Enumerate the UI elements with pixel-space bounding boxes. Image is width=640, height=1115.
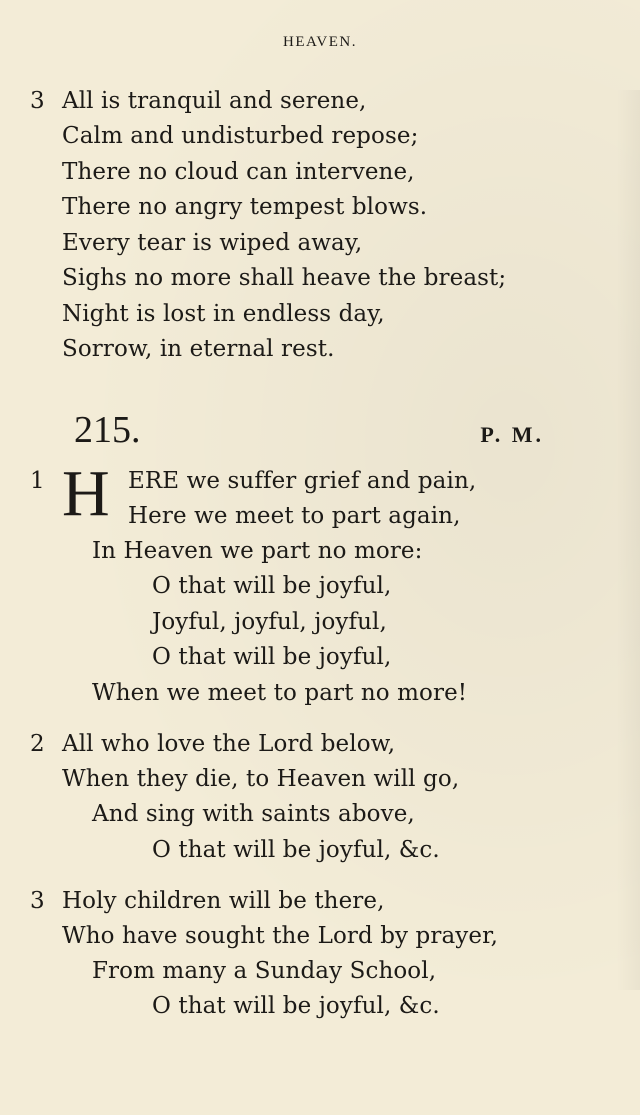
page-edge-shadow [616,90,640,990]
verse-line: There no angry tempest blows. [62,194,428,220]
verse-number: 2 [30,731,45,757]
verse-first-line [128,466,476,496]
verse-line: And sing with saints above, [92,801,415,827]
verse-line: Every tear is wiped away, [62,230,363,256]
verse-line: All who love the Lord below, [62,731,396,757]
verse-line: All is tranquil and serene, [62,88,367,114]
verse-number: 1 [30,468,45,494]
running-head: HEAVEN. [283,34,357,50]
verse-line: When we meet to part no more! [92,680,468,706]
verse-line: There no cloud can intervene, [62,159,415,185]
first-word-rest: ERE [128,468,180,494]
verse-line: O that will be joyful, [152,644,392,670]
verse-line: O that will be joyful, [152,573,392,599]
hymn-meter: P. M. [480,422,544,447]
first-line-rest: we suffer grief and pain, [179,468,477,494]
verse-line: Night is lost in endless day, [62,301,385,327]
drop-cap: H [62,457,110,530]
verse-line: Joyful, joyful, joyful, [152,609,387,635]
verse-line: Calm and undisturbed repose; [62,123,419,149]
verse-line: Here we meet to part again, [128,503,461,529]
verse-line: When they die, to Heaven will go, [62,766,460,792]
verse-line: Who have sought the Lord by prayer, [62,923,499,949]
hymn-number: 215. [74,409,141,451]
verse-number: 3 [30,88,45,114]
verse-line: Sorrow, in eternal rest. [62,336,335,362]
verse-line: From many a Sunday School, [92,958,437,984]
verse-line: Holy children will be there, [62,888,385,914]
verse-line: In Heaven we part no more: [92,538,423,564]
verse-line: O that will be joyful, &c. [152,993,440,1019]
verse-line: Sighs no more shall heave the breast; [62,265,507,291]
verse-line: O that will be joyful, &c. [152,837,440,863]
verse-number: 3 [30,888,45,914]
